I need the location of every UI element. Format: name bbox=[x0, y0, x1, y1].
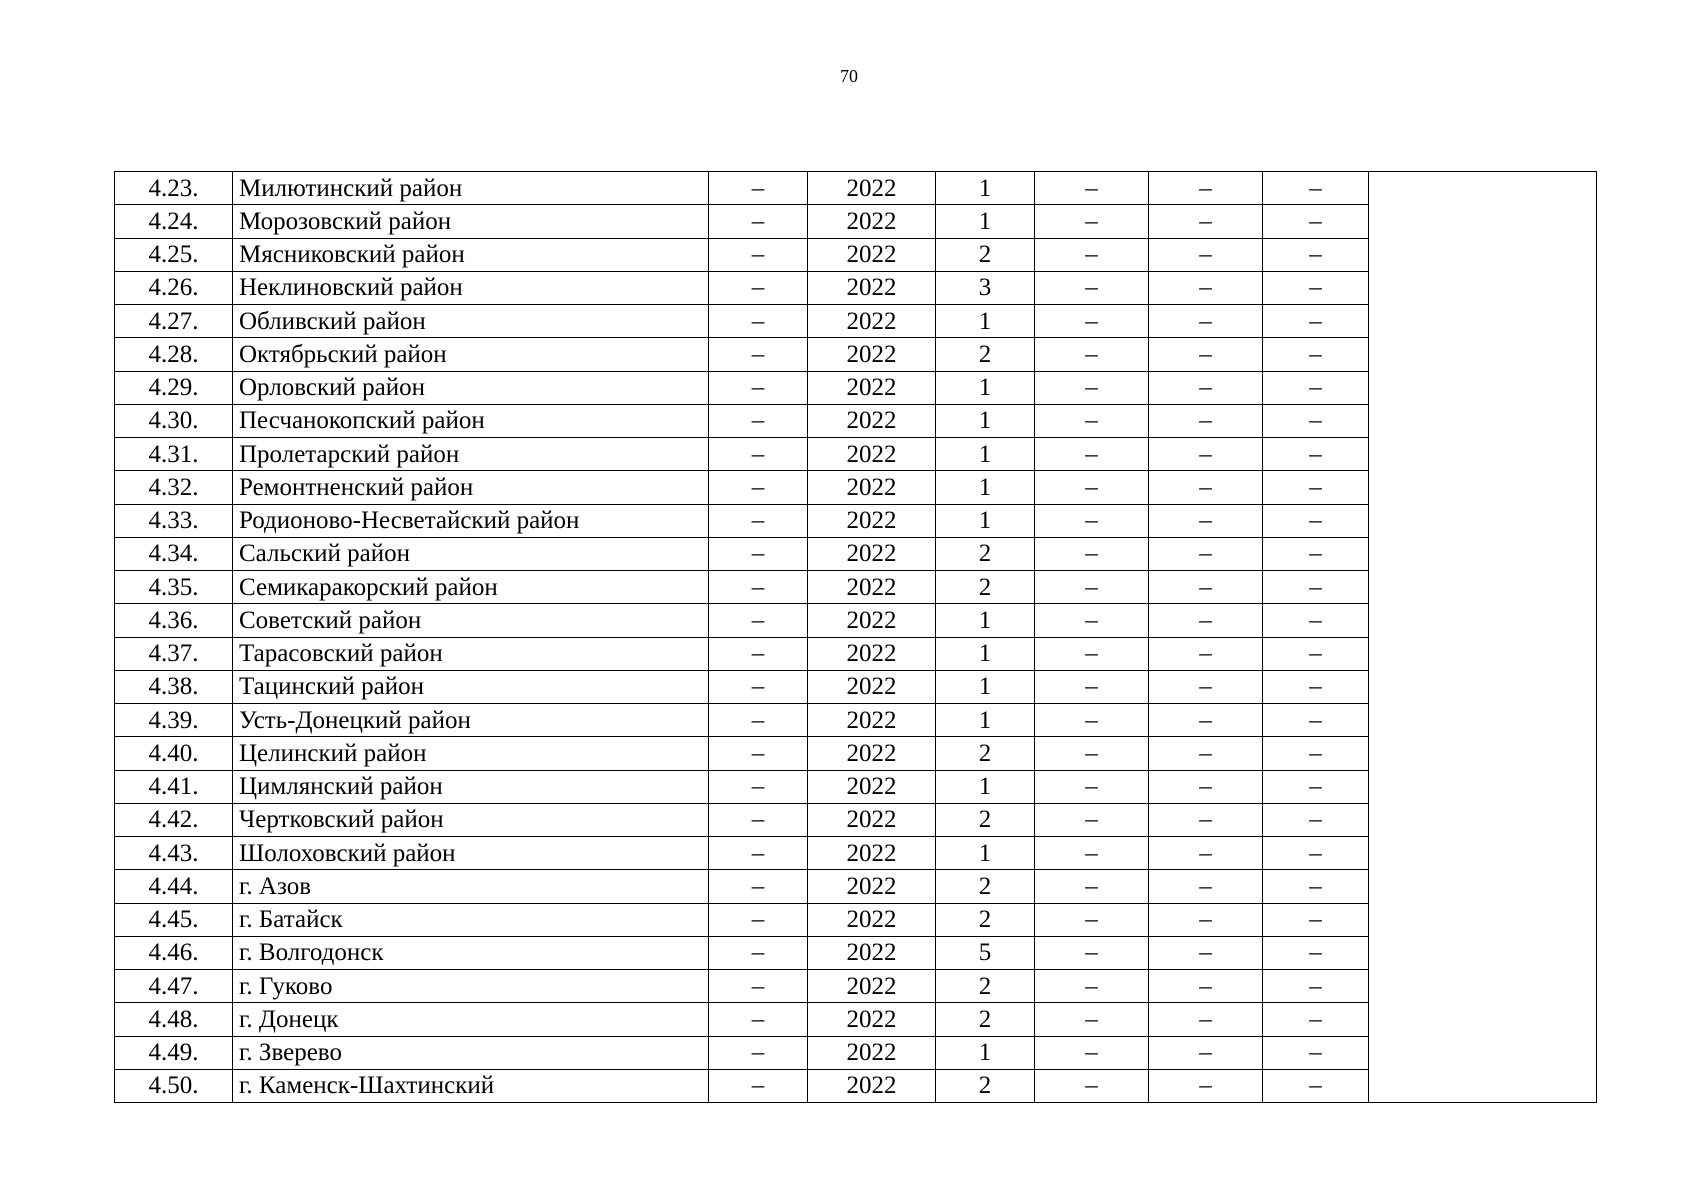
district-name: Тарасовский район bbox=[233, 637, 709, 670]
cell-col6: – bbox=[1035, 205, 1149, 238]
cell-col8: – bbox=[1263, 571, 1369, 604]
cell-col7: – bbox=[1149, 305, 1263, 338]
cell-col8: – bbox=[1263, 338, 1369, 371]
cell-col3: – bbox=[709, 205, 808, 238]
cell-col7: – bbox=[1149, 903, 1263, 936]
cell-col3: – bbox=[709, 504, 808, 537]
cell-col7: – bbox=[1149, 504, 1263, 537]
cell-col6: – bbox=[1035, 704, 1149, 737]
table-body bbox=[115, 172, 1597, 1103]
cell-year: 2022 bbox=[808, 338, 936, 371]
cell-col3: – bbox=[709, 737, 808, 770]
cell-col3: – bbox=[709, 404, 808, 437]
cell-col8: – bbox=[1263, 1069, 1369, 1102]
cell-col6: – bbox=[1035, 637, 1149, 670]
cell-col7: – bbox=[1149, 604, 1263, 637]
cell-year: 2022 bbox=[808, 172, 936, 205]
cell-col3: – bbox=[709, 471, 808, 504]
cell-col6: – bbox=[1035, 903, 1149, 936]
cell-col7: – bbox=[1149, 704, 1263, 737]
cell-col3: – bbox=[709, 837, 808, 870]
cell-col7: – bbox=[1149, 1069, 1263, 1102]
row-number: 4.24. bbox=[115, 205, 233, 238]
cell-year: 2022 bbox=[808, 305, 936, 338]
cell-col8: – bbox=[1263, 670, 1369, 703]
cell-count: 2 bbox=[936, 970, 1035, 1003]
cell-count: 1 bbox=[936, 205, 1035, 238]
cell-col3: – bbox=[709, 903, 808, 936]
cell-col7: – bbox=[1149, 471, 1263, 504]
cell-col6: – bbox=[1035, 837, 1149, 870]
cell-count: 2 bbox=[936, 338, 1035, 371]
cell-col3: – bbox=[709, 238, 808, 271]
district-name: г. Азов bbox=[233, 870, 709, 903]
cell-count: 1 bbox=[936, 604, 1035, 637]
cell-count: 2 bbox=[936, 1069, 1035, 1102]
row-number: 4.33. bbox=[115, 504, 233, 537]
cell-col3: – bbox=[709, 438, 808, 471]
cell-count: 5 bbox=[936, 936, 1035, 969]
district-name: Неклиновский район bbox=[233, 271, 709, 304]
cell-col3: – bbox=[709, 1036, 808, 1069]
cell-col7: – bbox=[1149, 1003, 1263, 1036]
cell-col7: – bbox=[1149, 670, 1263, 703]
district-name: Усть-Донецкий район bbox=[233, 704, 709, 737]
cell-year: 2022 bbox=[808, 737, 936, 770]
cell-year: 2022 bbox=[808, 604, 936, 637]
cell-col3: – bbox=[709, 338, 808, 371]
cell-col8: – bbox=[1263, 936, 1369, 969]
cell-year: 2022 bbox=[808, 271, 936, 304]
cell-count: 1 bbox=[936, 438, 1035, 471]
row-number: 4.45. bbox=[115, 903, 233, 936]
cell-year: 2022 bbox=[808, 903, 936, 936]
cell-col7: – bbox=[1149, 936, 1263, 969]
cell-col8: – bbox=[1263, 271, 1369, 304]
row-number: 4.35. bbox=[115, 571, 233, 604]
district-name: Шолоховский район bbox=[233, 837, 709, 870]
cell-col6: – bbox=[1035, 305, 1149, 338]
cell-col7: – bbox=[1149, 404, 1263, 437]
cell-count: 2 bbox=[936, 1003, 1035, 1036]
cell-col8: – bbox=[1263, 471, 1369, 504]
district-name: Тацинский район bbox=[233, 670, 709, 703]
cell-col6: – bbox=[1035, 737, 1149, 770]
cell-col6: – bbox=[1035, 438, 1149, 471]
cell-year: 2022 bbox=[808, 371, 936, 404]
cell-col6: – bbox=[1035, 338, 1149, 371]
cell-year: 2022 bbox=[808, 1069, 936, 1102]
district-name: Цимлянский район bbox=[233, 770, 709, 803]
row-number: 4.48. bbox=[115, 1003, 233, 1036]
cell-col8: – bbox=[1263, 903, 1369, 936]
cell-count: 1 bbox=[936, 404, 1035, 437]
empty-side-column bbox=[1369, 172, 1597, 1103]
cell-col8: – bbox=[1263, 172, 1369, 205]
cell-year: 2022 bbox=[808, 837, 936, 870]
row-number: 4.23. bbox=[115, 172, 233, 205]
row-number: 4.38. bbox=[115, 670, 233, 703]
row-number: 4.46. bbox=[115, 936, 233, 969]
district-name: Мясниковский район bbox=[233, 238, 709, 271]
row-number: 4.28. bbox=[115, 338, 233, 371]
cell-col8: – bbox=[1263, 704, 1369, 737]
cell-col3: – bbox=[709, 704, 808, 737]
cell-col7: – bbox=[1149, 537, 1263, 570]
cell-col3: – bbox=[709, 271, 808, 304]
district-name: г. Батайск bbox=[233, 903, 709, 936]
cell-count: 2 bbox=[936, 238, 1035, 271]
row-number: 4.39. bbox=[115, 704, 233, 737]
cell-col6: – bbox=[1035, 504, 1149, 537]
cell-count: 2 bbox=[936, 870, 1035, 903]
row-number: 4.31. bbox=[115, 438, 233, 471]
cell-col3: – bbox=[709, 371, 808, 404]
row-number: 4.37. bbox=[115, 637, 233, 670]
row-number: 4.41. bbox=[115, 770, 233, 803]
cell-count: 1 bbox=[936, 637, 1035, 670]
cell-count: 1 bbox=[936, 471, 1035, 504]
cell-col7: – bbox=[1149, 737, 1263, 770]
district-name: г. Волгодонск bbox=[233, 936, 709, 969]
cell-count: 1 bbox=[936, 704, 1035, 737]
cell-col8: – bbox=[1263, 637, 1369, 670]
cell-year: 2022 bbox=[808, 238, 936, 271]
row-number: 4.36. bbox=[115, 604, 233, 637]
cell-col6: – bbox=[1035, 870, 1149, 903]
cell-count: 3 bbox=[936, 271, 1035, 304]
row-number: 4.25. bbox=[115, 238, 233, 271]
cell-col8: – bbox=[1263, 1003, 1369, 1036]
cell-col8: – bbox=[1263, 1036, 1369, 1069]
cell-col7: – bbox=[1149, 271, 1263, 304]
cell-count: 2 bbox=[936, 537, 1035, 570]
cell-col8: – bbox=[1263, 205, 1369, 238]
cell-year: 2022 bbox=[808, 471, 936, 504]
district-name: Пролетарский район bbox=[233, 438, 709, 471]
cell-col7: – bbox=[1149, 338, 1263, 371]
cell-col6: – bbox=[1035, 371, 1149, 404]
cell-year: 2022 bbox=[808, 571, 936, 604]
cell-col6: – bbox=[1035, 936, 1149, 969]
cell-col6: – bbox=[1035, 670, 1149, 703]
row-number: 4.42. bbox=[115, 803, 233, 836]
cell-col3: – bbox=[709, 305, 808, 338]
cell-col3: – bbox=[709, 1003, 808, 1036]
page-number: 70 bbox=[840, 66, 858, 86]
cell-count: 1 bbox=[936, 837, 1035, 870]
cell-col8: – bbox=[1263, 371, 1369, 404]
cell-year: 2022 bbox=[808, 205, 936, 238]
cell-count: 1 bbox=[936, 371, 1035, 404]
district-name: г. Донецк bbox=[233, 1003, 709, 1036]
cell-col6: – bbox=[1035, 1069, 1149, 1102]
cell-col8: – bbox=[1263, 737, 1369, 770]
district-name: г. Каменск-Шахтинский bbox=[233, 1069, 709, 1102]
cell-col8: – bbox=[1263, 404, 1369, 437]
cell-col6: – bbox=[1035, 404, 1149, 437]
cell-count: 2 bbox=[936, 571, 1035, 604]
district-name: Родионово-Несветайский район bbox=[233, 504, 709, 537]
cell-year: 2022 bbox=[808, 438, 936, 471]
cell-col8: – bbox=[1263, 305, 1369, 338]
cell-col6: – bbox=[1035, 537, 1149, 570]
cell-col7: – bbox=[1149, 970, 1263, 1003]
cell-col6: – bbox=[1035, 172, 1149, 205]
cell-col3: – bbox=[709, 637, 808, 670]
cell-col6: – bbox=[1035, 803, 1149, 836]
district-name: г. Зверево bbox=[233, 1036, 709, 1069]
cell-col6: – bbox=[1035, 571, 1149, 604]
row-number: 4.40. bbox=[115, 737, 233, 770]
cell-col3: – bbox=[709, 571, 808, 604]
cell-year: 2022 bbox=[808, 1036, 936, 1069]
cell-col7: – bbox=[1149, 205, 1263, 238]
cell-count: 2 bbox=[936, 903, 1035, 936]
district-name: г. Гуково bbox=[233, 970, 709, 1003]
cell-year: 2022 bbox=[808, 870, 936, 903]
cell-col8: – bbox=[1263, 504, 1369, 537]
cell-col6: – bbox=[1035, 770, 1149, 803]
cell-col3: – bbox=[709, 1069, 808, 1102]
cell-col8: – bbox=[1263, 803, 1369, 836]
cell-year: 2022 bbox=[808, 970, 936, 1003]
cell-col3: – bbox=[709, 670, 808, 703]
cell-year: 2022 bbox=[808, 404, 936, 437]
cell-count: 1 bbox=[936, 504, 1035, 537]
cell-col6: – bbox=[1035, 238, 1149, 271]
row-number: 4.27. bbox=[115, 305, 233, 338]
district-name: Октябрьский район bbox=[233, 338, 709, 371]
table-row bbox=[115, 172, 1597, 205]
cell-col6: – bbox=[1035, 271, 1149, 304]
cell-col3: – bbox=[709, 936, 808, 969]
district-name: Целинский район bbox=[233, 737, 709, 770]
cell-col7: – bbox=[1149, 837, 1263, 870]
district-name: Ремонтненский район bbox=[233, 471, 709, 504]
cell-col6: – bbox=[1035, 1003, 1149, 1036]
cell-col6: – bbox=[1035, 970, 1149, 1003]
district-name: Советский район bbox=[233, 604, 709, 637]
row-number: 4.44. bbox=[115, 870, 233, 903]
cell-count: 1 bbox=[936, 172, 1035, 205]
cell-col3: – bbox=[709, 870, 808, 903]
cell-col8: – bbox=[1263, 238, 1369, 271]
cell-col8: – bbox=[1263, 537, 1369, 570]
cell-year: 2022 bbox=[808, 637, 936, 670]
row-number: 4.49. bbox=[115, 1036, 233, 1069]
district-name: Сальский район bbox=[233, 537, 709, 570]
district-name: Песчанокопский район bbox=[233, 404, 709, 437]
district-name: Чертковский район bbox=[233, 803, 709, 836]
cell-col8: – bbox=[1263, 770, 1369, 803]
cell-count: 1 bbox=[936, 305, 1035, 338]
row-number: 4.34. bbox=[115, 537, 233, 570]
cell-year: 2022 bbox=[808, 704, 936, 737]
cell-year: 2022 bbox=[808, 537, 936, 570]
cell-col7: – bbox=[1149, 770, 1263, 803]
cell-year: 2022 bbox=[808, 803, 936, 836]
cell-col3: – bbox=[709, 803, 808, 836]
cell-col3: – bbox=[709, 604, 808, 637]
district-name: Обливский район bbox=[233, 305, 709, 338]
cell-col7: – bbox=[1149, 1036, 1263, 1069]
cell-col3: – bbox=[709, 970, 808, 1003]
district-name: Морозовский район bbox=[233, 205, 709, 238]
cell-col3: – bbox=[709, 172, 808, 205]
cell-col8: – bbox=[1263, 604, 1369, 637]
cell-year: 2022 bbox=[808, 770, 936, 803]
cell-col7: – bbox=[1149, 172, 1263, 205]
cell-col7: – bbox=[1149, 637, 1263, 670]
row-number: 4.47. bbox=[115, 970, 233, 1003]
cell-count: 1 bbox=[936, 770, 1035, 803]
row-number: 4.50. bbox=[115, 1069, 233, 1102]
cell-col7: – bbox=[1149, 571, 1263, 604]
district-name: Орловский район bbox=[233, 371, 709, 404]
cell-col8: – bbox=[1263, 870, 1369, 903]
cell-col6: – bbox=[1035, 1036, 1149, 1069]
district-name: Милютинский район bbox=[233, 172, 709, 205]
cell-col6: – bbox=[1035, 604, 1149, 637]
cell-col7: – bbox=[1149, 371, 1263, 404]
row-number: 4.43. bbox=[115, 837, 233, 870]
cell-col3: – bbox=[709, 537, 808, 570]
cell-col8: – bbox=[1263, 837, 1369, 870]
cell-count: 2 bbox=[936, 737, 1035, 770]
cell-count: 1 bbox=[936, 1036, 1035, 1069]
cell-col8: – bbox=[1263, 438, 1369, 471]
district-name: Семикаракорский район bbox=[233, 571, 709, 604]
cell-year: 2022 bbox=[808, 504, 936, 537]
data-table bbox=[114, 171, 1597, 1103]
cell-year: 2022 bbox=[808, 936, 936, 969]
cell-col3: – bbox=[709, 770, 808, 803]
cell-count: 2 bbox=[936, 803, 1035, 836]
cell-year: 2022 bbox=[808, 670, 936, 703]
cell-col7: – bbox=[1149, 238, 1263, 271]
cell-col7: – bbox=[1149, 803, 1263, 836]
row-number: 4.30. bbox=[115, 404, 233, 437]
cell-year: 2022 bbox=[808, 1003, 936, 1036]
cell-col8: – bbox=[1263, 970, 1369, 1003]
cell-col7: – bbox=[1149, 438, 1263, 471]
cell-count: 1 bbox=[936, 670, 1035, 703]
row-number: 4.29. bbox=[115, 371, 233, 404]
cell-col7: – bbox=[1149, 870, 1263, 903]
cell-col6: – bbox=[1035, 471, 1149, 504]
row-number: 4.26. bbox=[115, 271, 233, 304]
row-number: 4.32. bbox=[115, 471, 233, 504]
